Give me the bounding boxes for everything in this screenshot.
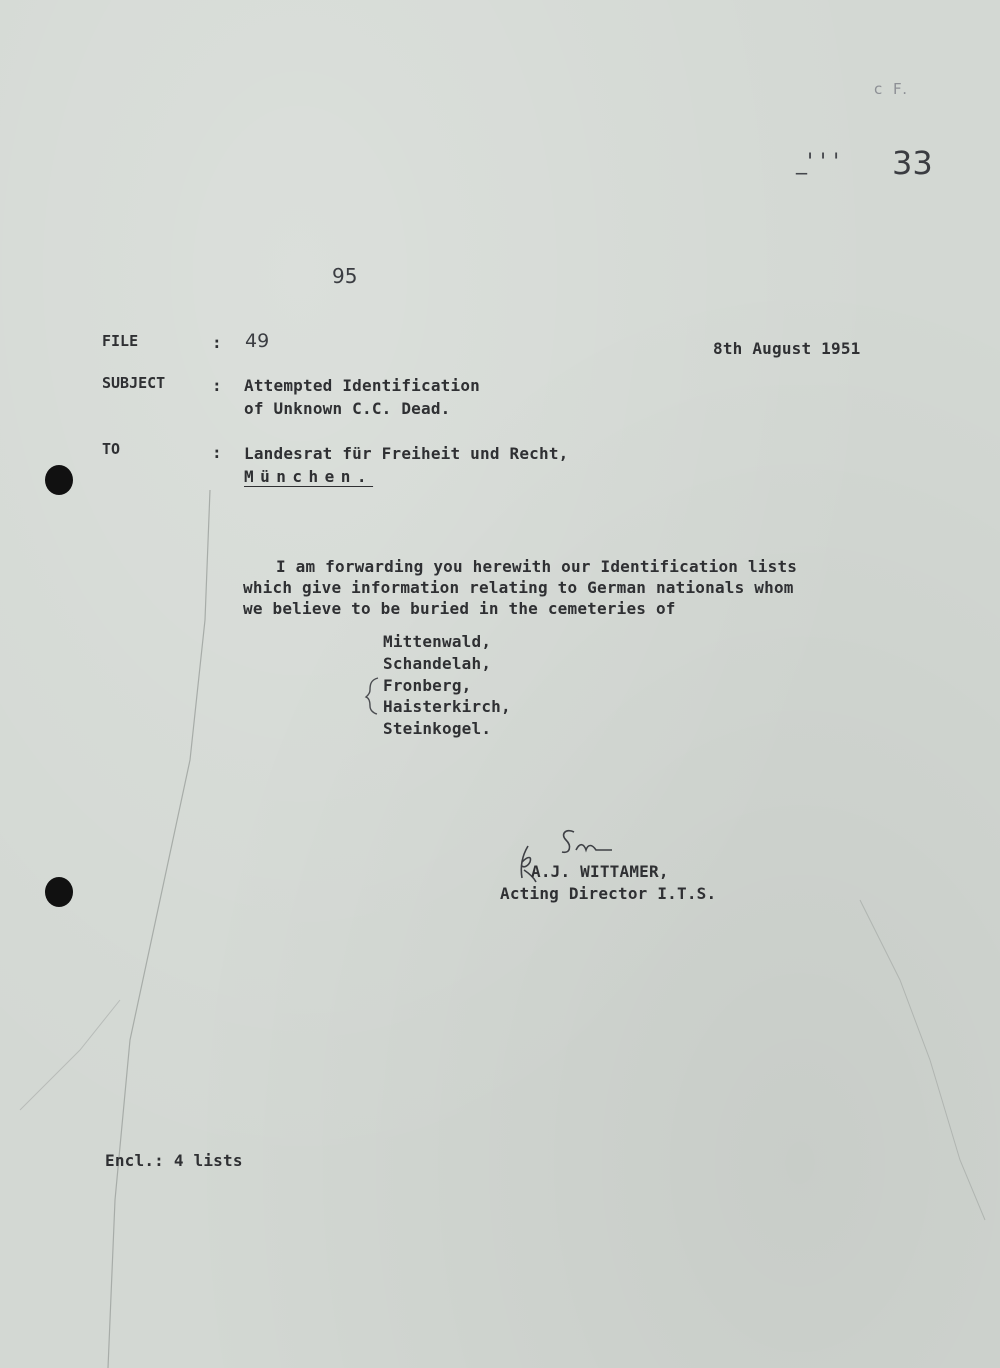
document-number: 95 bbox=[332, 264, 358, 288]
file-label: FILE bbox=[102, 332, 139, 350]
cemetery-item: Fronberg, bbox=[383, 676, 472, 695]
subject-line-1: Attempted Identification bbox=[244, 376, 480, 395]
to-colon: : bbox=[212, 443, 222, 462]
file-colon: : bbox=[212, 333, 222, 352]
page-number-prefix: _' ' ' bbox=[796, 150, 840, 175]
body-line-2: which give information relating to German nationals whom bbox=[243, 578, 794, 597]
page-number: 33 bbox=[892, 144, 933, 182]
to-label: TO bbox=[102, 440, 121, 458]
cemetery-item: Steinkogel. bbox=[383, 719, 492, 738]
handwritten-bracket bbox=[364, 676, 384, 716]
enclosure-note: Encl.: 4 lists bbox=[105, 1151, 243, 1170]
cemetery-item: Haisterkirch, bbox=[383, 697, 511, 716]
recipient-city: München. bbox=[244, 467, 374, 486]
cemetery-item: Mittenwald, bbox=[383, 632, 492, 651]
subject-colon: : bbox=[212, 376, 222, 395]
file-number: 49 bbox=[245, 330, 270, 352]
letter-date: 8th August 1951 bbox=[713, 339, 861, 358]
corner-note: c F. bbox=[874, 80, 911, 98]
recipient-name: Landesrat für Freiheit und Recht, bbox=[244, 444, 569, 463]
body-line-1: I am forwarding you herewith our Identification lists bbox=[276, 557, 798, 576]
signatory-title: Acting Director I.T.S. bbox=[500, 884, 717, 903]
subject-line-2: of Unknown C.C. Dead. bbox=[244, 399, 451, 418]
signatory-name: A.J. WITTAMER, bbox=[531, 862, 669, 881]
body-line-3: we believe to be buried in the cemeteries of bbox=[243, 599, 676, 618]
cemetery-item: Schandelah, bbox=[383, 654, 492, 673]
subject-label: SUBJECT bbox=[102, 374, 166, 392]
